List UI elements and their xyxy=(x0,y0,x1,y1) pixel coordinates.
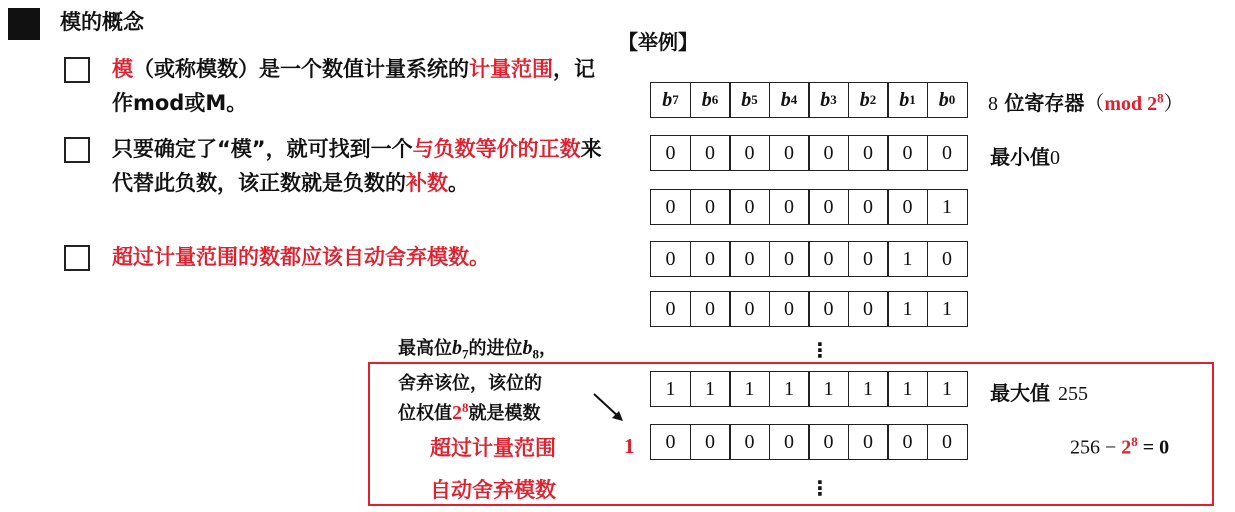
page-title: 模的概念 xyxy=(60,10,144,34)
discard-annotation: 舍弃该位，该位的 xyxy=(398,373,542,394)
register-bit-cell: 1 xyxy=(887,371,928,407)
register-row-note: 最小值0 xyxy=(990,145,1060,169)
register-bit-cell: 0 xyxy=(769,291,810,327)
register-bit-cell: 0 xyxy=(848,189,889,225)
register-bit-cell: 0 xyxy=(808,135,849,171)
paren-open: （ xyxy=(1084,91,1105,115)
register-bit-cell: 0 xyxy=(650,135,691,171)
bullet-text-segment: 只要确定了“模”，就可找到一个 xyxy=(112,137,413,161)
register-bit-cell: 0 xyxy=(650,241,691,277)
register-bit-cell: 1 xyxy=(887,291,928,327)
paren-close: ） xyxy=(1163,91,1184,115)
register-bit-cell: 0 xyxy=(690,135,731,171)
overflow-label: 超过计量范围 xyxy=(430,436,556,460)
register-bit-cell: 0 xyxy=(729,189,770,225)
title-square-icon xyxy=(8,8,40,40)
bullet-text-segment: ，记作mod或M。 xyxy=(112,57,595,115)
register-bit-cell: 0 xyxy=(769,241,810,277)
register-bit-cell: 0 xyxy=(808,424,849,460)
register-bit-cell: 0 xyxy=(690,241,731,277)
register-bit-cell: 0 xyxy=(690,291,731,327)
register-bit-cell: 0 xyxy=(769,424,810,460)
register-bit-cell: 0 xyxy=(769,135,810,171)
carry-annotation: 最高位$b_7$的进位$b_8$， xyxy=(398,337,557,362)
register-bit-cell: 0 xyxy=(808,241,849,277)
register-bit-cell: 1 xyxy=(927,371,968,407)
register-bit-cell: 0 xyxy=(887,424,928,460)
register-bit-cell: 0 xyxy=(650,424,691,460)
register-bit-cell: 0 xyxy=(927,135,968,171)
bullet-text-highlight: 模 xyxy=(112,57,133,81)
register-bit-cell: 0 xyxy=(848,241,889,277)
checkbox-icon xyxy=(64,57,90,83)
checkbox-icon xyxy=(64,245,90,271)
mod-text: mod $2^8$ xyxy=(1104,90,1164,115)
arrow-icon xyxy=(590,390,630,430)
register-bit-cell: 1 xyxy=(927,189,968,225)
register-row xyxy=(650,135,966,171)
register-row xyxy=(650,291,966,327)
register-bit-cell: 0 xyxy=(729,241,770,277)
weight-annotation: 位权值$2^8$就是模数 xyxy=(398,400,541,424)
register-header-row xyxy=(650,82,966,118)
register-header-cell: b 1 xyxy=(887,82,928,118)
register-bit-cell: 1 xyxy=(650,371,691,407)
register-header-cell: b 7 xyxy=(650,82,691,118)
register-bit-cell: 0 xyxy=(808,189,849,225)
register-row xyxy=(650,241,966,277)
bullet-text xyxy=(112,132,602,200)
register-header-cell: b 0 xyxy=(927,82,968,118)
bullet-text-segment: 。 xyxy=(448,171,469,195)
register-bit-cell: 0 xyxy=(808,291,849,327)
discard-label: 自动舍弃模数 xyxy=(430,478,556,502)
bullet-text-segment: 来代替此负数，该正数就是负数的 xyxy=(112,137,602,195)
register-bit-cell: 0 xyxy=(887,189,928,225)
register-bit-cell: 0 xyxy=(769,189,810,225)
register-bit-cell: 0 xyxy=(729,135,770,171)
register-row xyxy=(650,189,966,225)
modulo-equation: $256 - 2^8 = 0$ xyxy=(1070,434,1170,459)
register-bit-cell: 0 xyxy=(729,291,770,327)
register-bit-cell: 0 xyxy=(650,291,691,327)
register-name: 位寄存器 xyxy=(1004,91,1085,115)
register-bit-cell: 0 xyxy=(848,424,889,460)
register-bit-cell: 0 xyxy=(887,135,928,171)
register-bit-cell: 1 xyxy=(690,371,731,407)
bullet-text xyxy=(112,240,602,274)
bullet-text-highlight: 与负数等价的正数 xyxy=(412,137,581,161)
register-header-cell: b 3 xyxy=(808,82,849,118)
register-bit-cell: 0 xyxy=(650,189,691,225)
register-bit-cell: 0 xyxy=(729,424,770,460)
register-bit-cell: 1 xyxy=(927,291,968,327)
register-bit-count: 8 xyxy=(988,93,998,115)
bullet-text xyxy=(112,52,602,120)
bullet-text-highlight: 超过计量范围的数都应该自动舍弃模数。 xyxy=(112,245,490,269)
bullet-text-highlight: 计量范围 xyxy=(469,57,553,81)
register-header-cell: b 4 xyxy=(769,82,810,118)
overflow-carry-digit: 1 xyxy=(624,434,635,458)
register-bit-cell: 1 xyxy=(769,371,810,407)
register-bit-cell: 1 xyxy=(808,371,849,407)
register-header-cell: b 2 xyxy=(848,82,889,118)
bullet-text-highlight: 补数 xyxy=(406,171,448,195)
register-bit-cell: 0 xyxy=(927,241,968,277)
register-header-cell: b 6 xyxy=(690,82,731,118)
register-row-note: 最大值 255 xyxy=(990,381,1088,405)
vdots: ⋮ xyxy=(810,338,830,362)
example-label: 【举例】 xyxy=(618,30,698,54)
register-bit-cell: 1 xyxy=(887,241,928,277)
register-header-cell: b 5 xyxy=(729,82,770,118)
register-bit-cell: 0 xyxy=(848,291,889,327)
register-bit-cell: 1 xyxy=(729,371,770,407)
register-bit-cell: 0 xyxy=(927,424,968,460)
register-bit-cell: 0 xyxy=(848,135,889,171)
checkbox-icon xyxy=(64,137,90,163)
bullet-text-segment: （或称模数）是一个数值计量系统的 xyxy=(133,57,469,81)
register-label xyxy=(988,87,1184,116)
register-bit-cell: 0 xyxy=(690,189,731,225)
register-bit-cell: 1 xyxy=(848,371,889,407)
vdots: ⋮ xyxy=(810,476,830,500)
register-bit-cell: 0 xyxy=(690,424,731,460)
